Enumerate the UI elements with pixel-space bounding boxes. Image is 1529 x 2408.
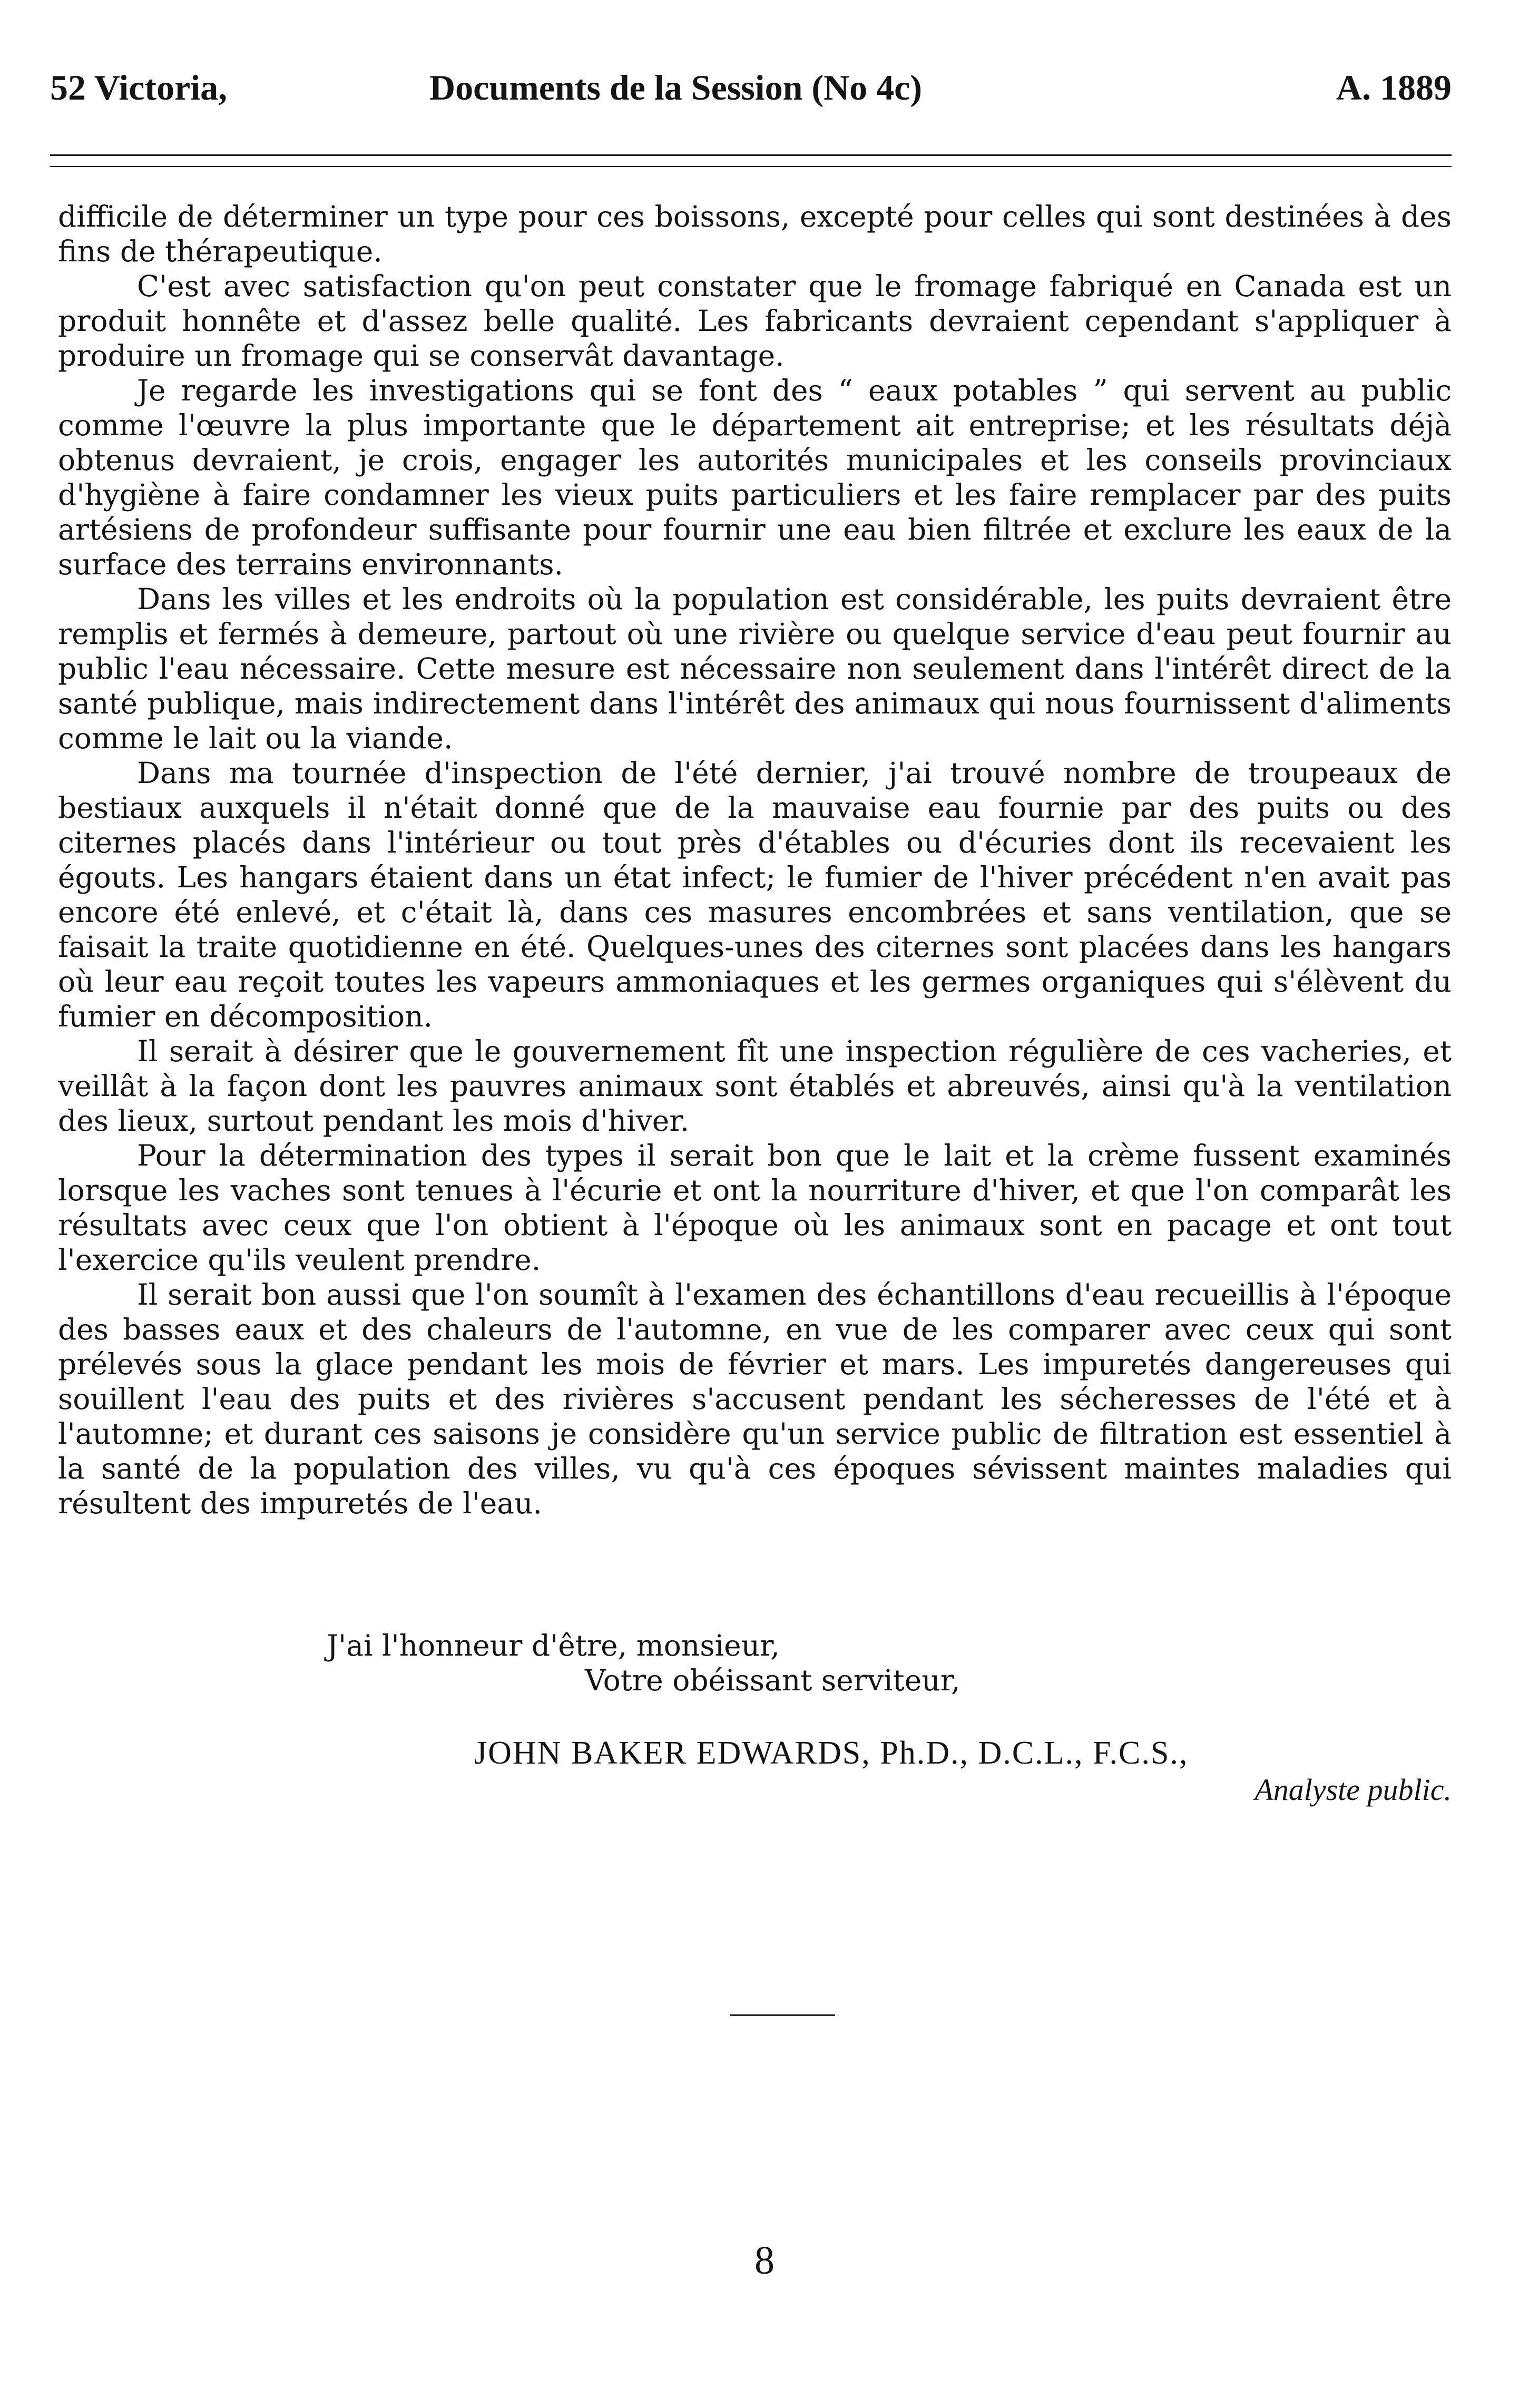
signature-name: JOHN BAKER EDWARDS, Ph.D., D.C.L., F.C.S., [474, 1735, 1189, 1771]
running-header [50, 66, 1452, 109]
paragraph: Je regarde les investigations qui se font des “ eaux potables ” qui servent au public comme l'œuvre la plus importante que le département ait entreprise; et les résultats déjà obtenus devraient, je crois, engager les autorités municipales et les conseils provinciaux d'hygiène à faire condamner les vieux puits particuliers et les faire remplacer par des puits artésiens de profondeur suffisante pour fournir une eau bien filtrée et exclure les eaux de la surface des terrains environnants. [58, 374, 1452, 581]
paragraph: Il serait bon aussi que l'on soumît à l'examen des échantillons d'eau recueillis à l'époque des basses eaux et des chaleurs de l'automne, en vue de les comparer avec ceux qui sont prélevés sous la glace pendant les mois de février et mars. Les impuretés dangereuses qui souillent l'eau des puits et des rivières s'accusent pendant les sécheresses de l'été et à l'automne; et durant ces saisons je considère qu'un service public de filtration est essentiel à la santé de la population des villes, vu qu'à ces époques sévissent maintes maladies qui résultent des impuretés de l'eau. [58, 1278, 1452, 1520]
header-year: A. 1889 [1336, 67, 1452, 107]
section-divider [730, 2014, 835, 2016]
paragraph: difficile de déterminer un type pour ces boissons, excepté pour celles qui sont destinées à des fins de thérapeutique. [58, 200, 1452, 268]
header-volume: 52 Victoria, [50, 67, 228, 107]
document-body [58, 199, 1452, 1521]
header-rule-top [50, 154, 1452, 156]
closing-servant: Votre obéissant serviteur, [585, 1663, 960, 1697]
paragraph: Dans ma tournée d'inspection de l'été dernier, j'ai trouvé nombre de troupeaux de bestiaux auxquels il n'était donné que de la mauvaise eau fournie par des puits ou des citernes placés dans l'intérieur ou tout près d'étables ou d'écuries dont ils recevaient les égouts. Les hangars étaient dans un état infect; le fumier de l'hiver précédent n'en avait pas encore été enlevé, et c'était là, dans ces masures encombrées et sans ventilation, que se faisait la traite quotidienne en été. Quelques-unes des citernes sont placées dans les hangars où leur eau reçoit toutes les vapeurs ammoniaques et les germes organiques qui s'élèvent du fumier en décomposition. [58, 756, 1452, 1033]
paragraph: C'est avec satisfaction qu'on peut constater que le fromage fabriqué en Canada est un produit honnête et d'assez belle qualité. Les fabricants devraient cependant s'appliquer à produire un fromage qui se conservât davantage. [58, 269, 1452, 373]
header-title: Documents de la Session (No 4c) [429, 67, 922, 107]
header-rule-bottom [50, 166, 1452, 167]
paragraph: Dans les villes et les endroits où la population est considérable, les puits devraient être remplis et fermés à demeure, partout où une rivière ou quelque service d'eau peut fournir au public l'eau nécessaire. Cette mesure est nécessaire non seulement dans l'intérêt direct de la santé publique, mais indirectement dans l'intérêt des animaux qui nous fournissent d'aliments comme le lait ou la viande. [58, 582, 1452, 755]
paragraph: Pour la détermination des types il serait bon que le lait et la crème fussent examinés lorsque les vaches sont tenues à l'écurie et ont la nourriture d'hiver, et que l'on comparât les résultats avec ceux que l'on obtient à l'époque où les animaux sont en pacage et ont tout l'exercice qu'ils veulent prendre. [58, 1139, 1452, 1277]
page-number: 8 [754, 2238, 775, 2283]
paragraph: Il serait à désirer que le gouvernement fît une inspection régulière de ces vacheries, et veillât à la façon dont les pauvres animaux sont établés et abreuvés, ainsi qu'à la ventilation des lieux, surtout pendant les mois d'hiver. [58, 1034, 1452, 1138]
signature-title: Analyste public. [1254, 1773, 1452, 1807]
closing-salutation: J'ai l'honneur d'être, monsieur, [327, 1629, 780, 1662]
